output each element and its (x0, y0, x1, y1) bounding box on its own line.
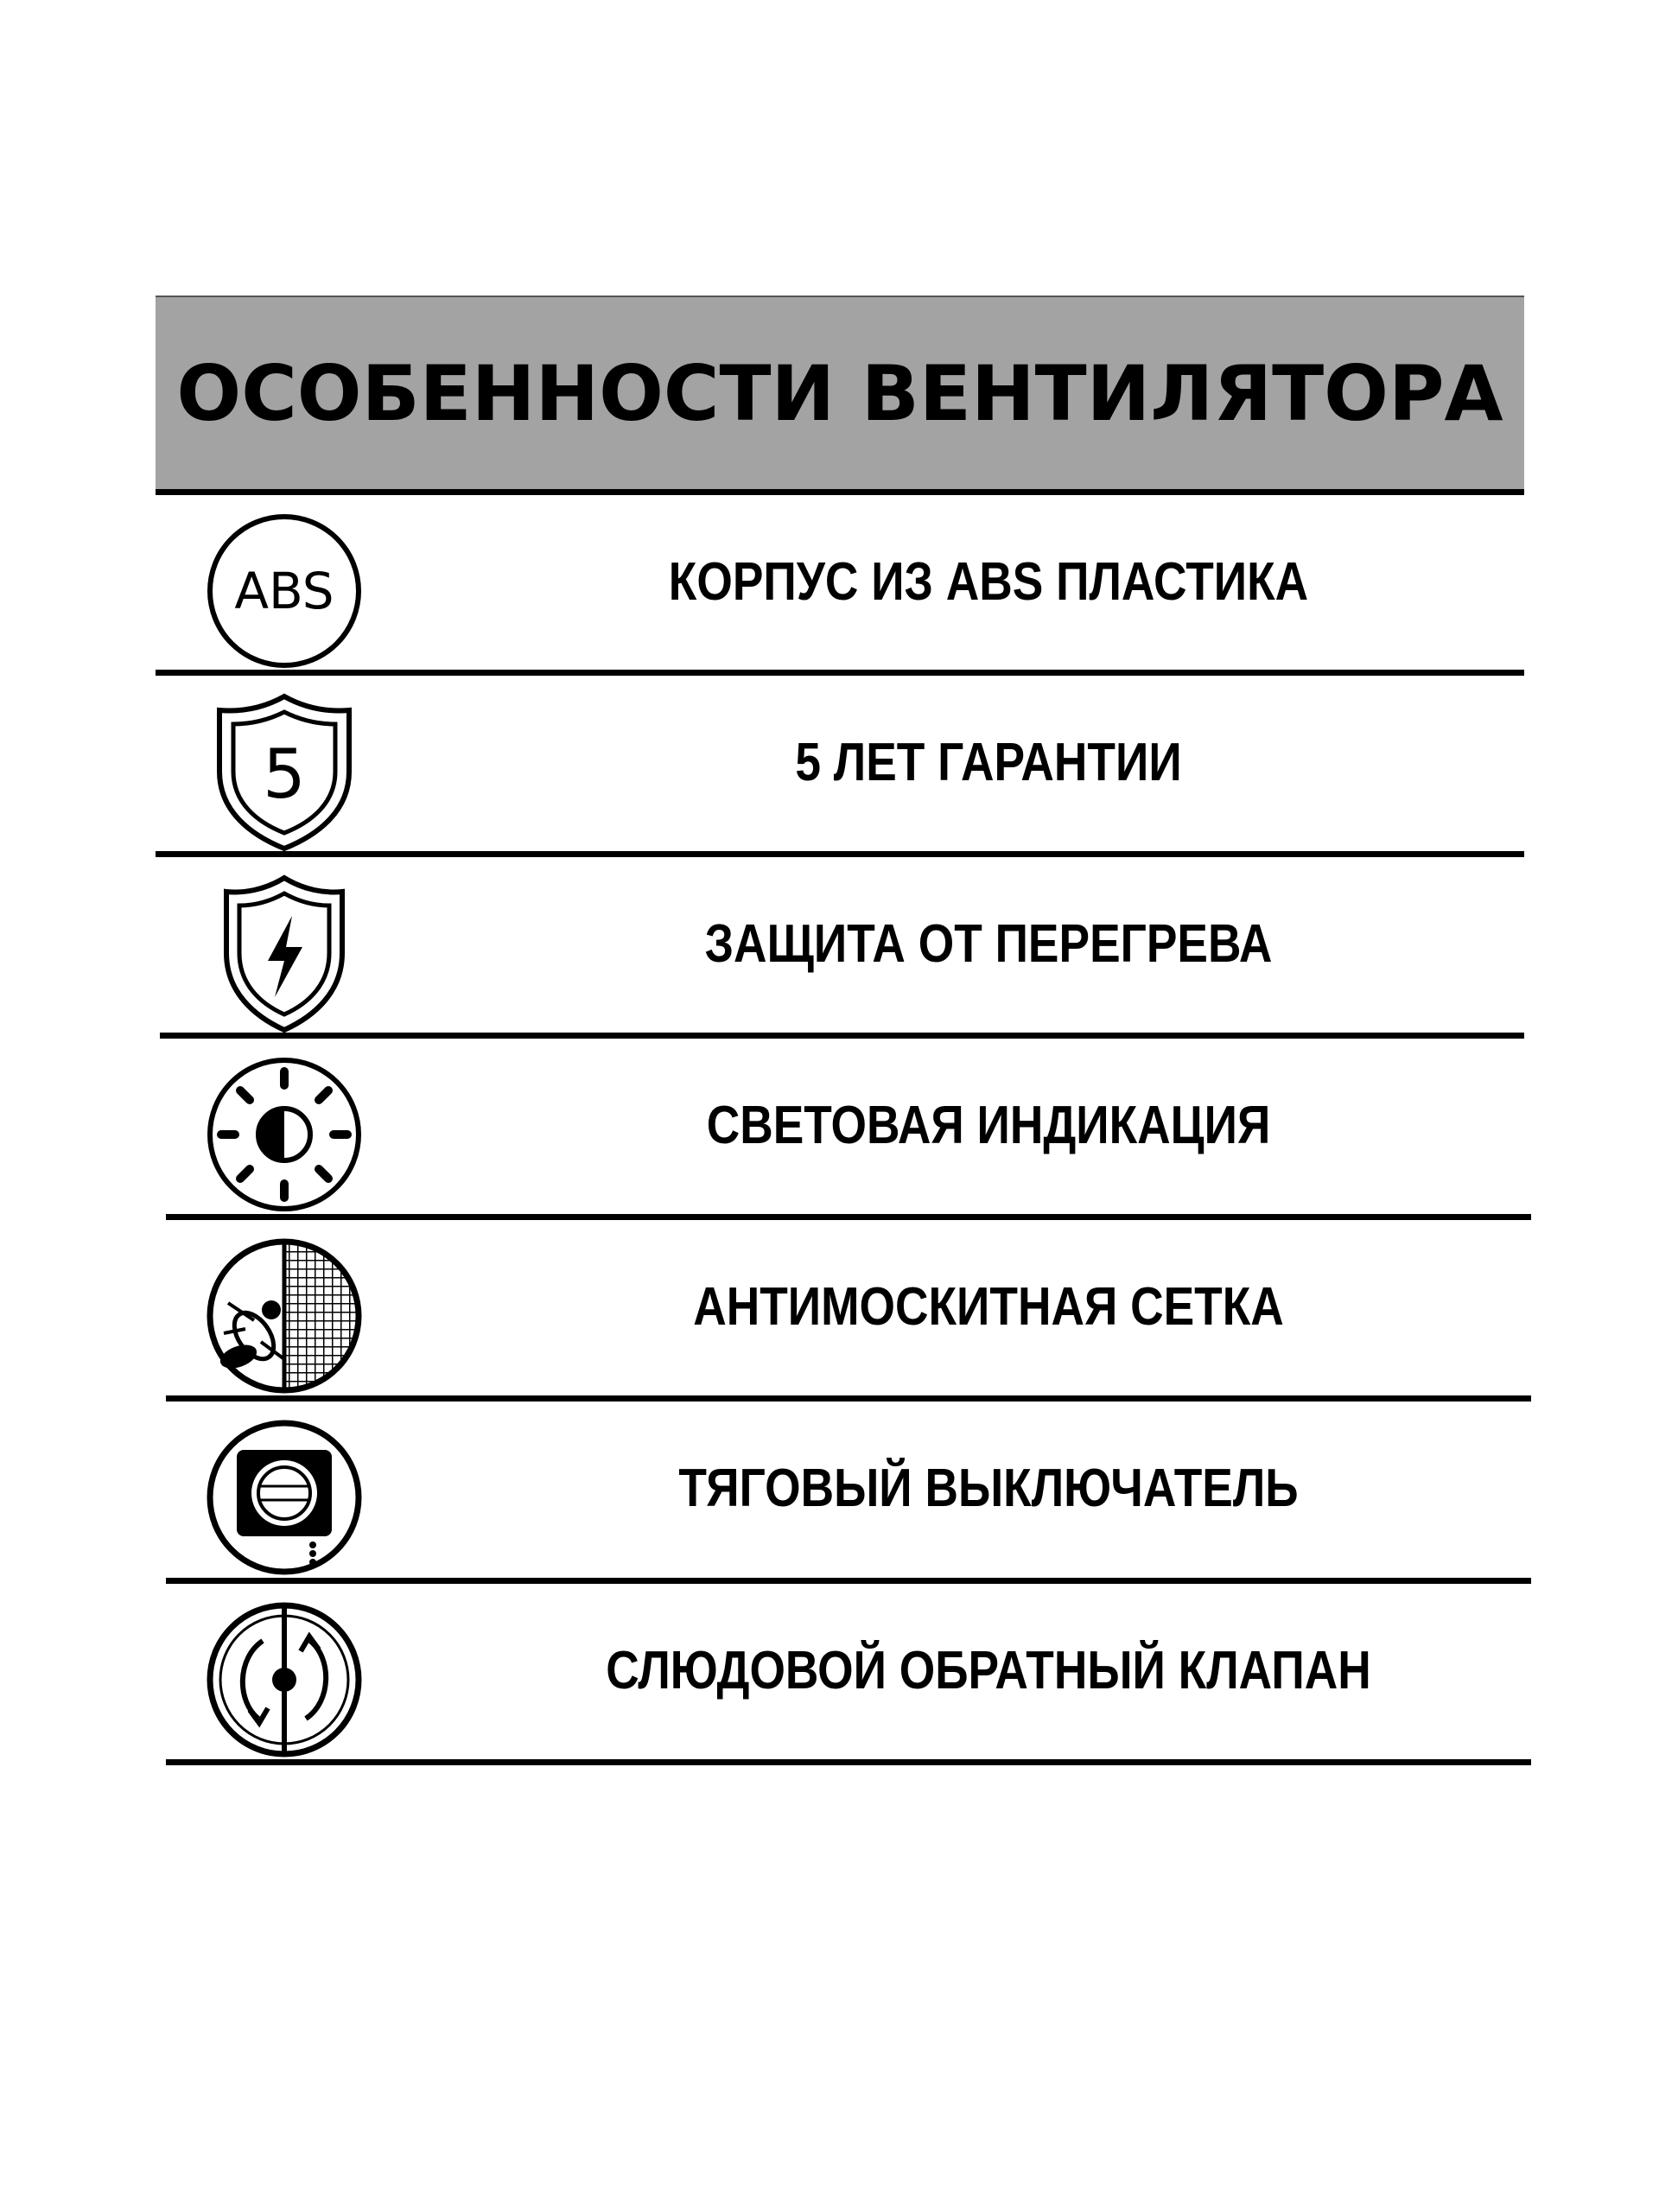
divider (166, 1578, 1531, 1584)
divider (156, 489, 1524, 495)
page-title: ОСОБЕННОСТИ ВЕНТИЛЯТОРА (176, 348, 1503, 438)
divider (166, 1759, 1531, 1765)
divider (166, 1214, 1531, 1220)
pull-switch-icon (202, 1415, 366, 1580)
feature-label: ТЯГОВЫЙ ВЫКЛЮЧАТЕЛЬ (678, 1458, 1299, 1518)
abs-icon (202, 509, 366, 673)
mosquito-net-icon (202, 1234, 366, 1398)
feature-label: ЗАЩИТА ОТ ПЕРЕГРЕВА (704, 913, 1273, 974)
feature-row-overheat (164, 857, 1524, 1030)
shield-lightning-icon (202, 871, 366, 1035)
feature-row-light (164, 1039, 1524, 1211)
feature-label: КОРПУС ИЗ ABS ПЛАСТИКА (668, 551, 1309, 612)
feature-row-warranty (164, 676, 1524, 849)
svg-text:ABS: ABS (234, 562, 334, 620)
feature-label: СЛЮДОВОЙ ОБРАТНЫЙ КЛАПАН (606, 1640, 1371, 1700)
divider (166, 1395, 1531, 1402)
header-banner (156, 296, 1524, 489)
shield-five-icon (202, 690, 366, 854)
feature-label: 5 ЛЕТ ГАРАНТИИ (795, 732, 1182, 792)
feature-label: СВЕТОВАЯ ИНДИКАЦИЯ (706, 1095, 1271, 1155)
feature-row-pull-switch (164, 1402, 1524, 1574)
light-indicator-icon (202, 1052, 366, 1217)
feature-row-mosquito-net (164, 1220, 1524, 1393)
svg-text:5: 5 (263, 736, 306, 814)
feature-label: АНТИМОСКИТНАЯ СЕТКА (693, 1276, 1284, 1337)
check-valve-icon (202, 1598, 366, 1762)
feature-row-abs (164, 495, 1524, 668)
feature-row-check-valve (164, 1584, 1524, 1757)
